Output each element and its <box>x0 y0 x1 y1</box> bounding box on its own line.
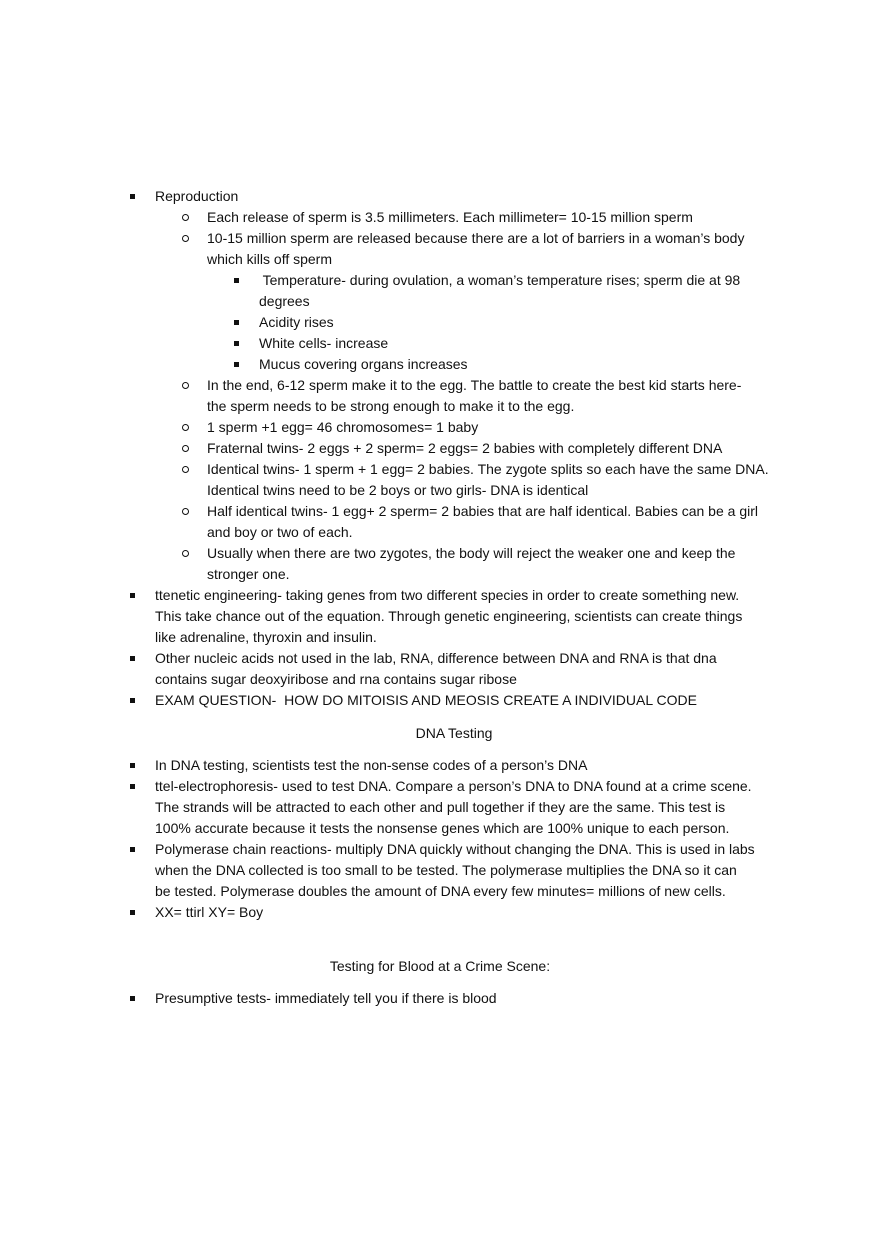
circle-bullet-icon <box>182 508 189 515</box>
sub-bullet-battle <box>0 375 880 396</box>
bullet-exam-question <box>0 690 880 711</box>
bullet-nucleic-acids-cont <box>0 669 880 690</box>
bullet-text: Acidity rises <box>259 314 334 330</box>
square-bullet-icon <box>130 763 135 768</box>
sub-bullet-identical-twins-cont <box>0 480 880 501</box>
bullet-text: This take chance out of the equation. Through genetic engineering, scientists can create things <box>155 608 743 624</box>
bullet-text: Half identical twins- 1 egg+ 2 sperm= 2 babies that are half identical. Babies can be a girl <box>207 503 758 519</box>
bullet-reproduction <box>0 186 880 207</box>
section-heading-dna-testing: DNA Testing <box>415 725 493 741</box>
sub-bullet-half-identical-twins-cont <box>0 522 880 543</box>
sub-sub-bullet-temperature <box>0 270 880 291</box>
square-bullet-icon <box>130 910 135 915</box>
circle-bullet-icon <box>182 235 189 242</box>
square-bullet-icon <box>130 996 135 1001</box>
bullet-text: 10-15 million sperm are released because there are a lot of barriers in a woman’s body <box>207 230 745 246</box>
bullet-text: like adrenaline, thyroxin and insulin. <box>155 629 377 645</box>
bullet-text: The strands will be attracted to each other and pull together if they are the same. This test is <box>155 799 726 815</box>
bullet-genetic-engineering-cont-1 <box>0 606 880 627</box>
sub-sub-bullet-white-cells <box>0 333 880 354</box>
circle-bullet-icon <box>182 382 189 389</box>
bullet-text: which kills off sperm <box>207 251 333 267</box>
bullet-text: ttenetic engineering- taking genes from two different species in order to create something new. <box>155 587 740 603</box>
bullet-text: In DNA testing, scientists test the non-sense codes of a person’s DNA <box>155 757 588 773</box>
bullet-text: Identical twins- 1 sperm + 1 egg= 2 babies. The zygote splits so each have the same DNA. <box>207 461 769 477</box>
circle-bullet-icon <box>182 466 189 473</box>
bullet-text: ttel-electrophoresis- used to test DNA. Compare a person’s DNA to DNA found at a crime scene. <box>155 778 752 794</box>
square-bullet-icon <box>234 278 239 283</box>
bullet-genetic-engineering-cont-2 <box>0 627 880 648</box>
section-heading-blood-testing: Testing for Blood at a Crime Scene: <box>329 958 551 974</box>
bullet-dna-testing <box>0 755 880 776</box>
square-bullet-icon <box>130 847 135 852</box>
sub-bullet-half-identical-twins <box>0 501 880 522</box>
square-bullet-icon <box>130 194 135 199</box>
bullet-text: Identical twins need to be 2 boys or two girls- DNA is identical <box>207 482 589 498</box>
bullet-text: be tested. Polymerase doubles the amount of DNA every few minutes= millions of new cells. <box>155 883 726 899</box>
sub-bullet-chromosomes <box>0 417 880 438</box>
bullet-text: Polymerase chain reactions- multiply DNA quickly without changing the DNA. This is used in labs <box>155 841 755 857</box>
bullet-text: contains sugar deoxyiribose and rna contains sugar ribose <box>155 671 517 687</box>
bullet-text: White cells- increase <box>259 335 389 351</box>
bullet-polymerase <box>0 839 880 860</box>
sub-bullet-identical-twins <box>0 459 880 480</box>
bullet-text: degrees <box>259 293 310 309</box>
bullet-text: Usually when there are two zygotes, the body will reject the weaker one and keep the <box>207 545 736 561</box>
square-bullet-icon <box>130 656 135 661</box>
bullet-text: XX= ttirl XY= Boy <box>155 904 264 920</box>
circle-bullet-icon <box>182 214 189 221</box>
bullet-text: 100% accurate because it tests the nonsense genes which are 100% unique to each person. <box>155 820 730 836</box>
sub-sub-bullet-temperature-cont <box>0 291 880 312</box>
document-body <box>0 186 880 1009</box>
sub-bullet-barriers <box>0 228 880 249</box>
square-bullet-icon <box>130 698 135 703</box>
bullet-text: EXAM QUESTION- HOW DO MITOISIS AND MEOSIS CREATE A INDIVIDUAL CODE <box>155 692 697 708</box>
bullet-text: and boy or two of each. <box>207 524 353 540</box>
square-bullet-icon <box>234 320 239 325</box>
sub-bullet-sperm-release <box>0 207 880 228</box>
bullet-text: stronger one. <box>207 566 290 582</box>
sub-bullet-two-zygotes <box>0 543 880 564</box>
sub-bullet-battle-cont <box>0 396 880 417</box>
bullet-gel-electrophoresis <box>0 776 880 797</box>
bullet-text: the sperm needs to be strong enough to make it to the egg. <box>207 398 575 414</box>
sub-bullet-barriers-cont <box>0 249 880 270</box>
bullet-text: Presumptive tests- immediately tell you if there is blood <box>155 990 497 1006</box>
sub-sub-bullet-mucus <box>0 354 880 375</box>
bullet-text: In the end, 6-12 sperm make it to the egg. The battle to create the best kid starts here- <box>207 377 742 393</box>
sub-bullet-fraternal-twins <box>0 438 880 459</box>
bullet-gel-electrophoresis-cont-2 <box>0 818 880 839</box>
bullet-text: when the DNA collected is too small to be tested. The polymerase multiplies the DNA so it can <box>155 862 737 878</box>
bullet-text: Reproduction <box>155 188 239 204</box>
bullet-text: Temperature- during ovulation, a woman’s temperature rises; sperm die at 98 <box>259 272 741 288</box>
bullet-text: Fraternal twins- 2 eggs + 2 sperm= 2 eggs= 2 babies with completely different DNA <box>207 440 723 456</box>
circle-bullet-icon <box>182 424 189 431</box>
bullet-presumptive-tests <box>0 988 880 1009</box>
bullet-polymerase-cont-2 <box>0 881 880 902</box>
bullet-genetic-engineering <box>0 585 880 606</box>
circle-bullet-icon <box>182 445 189 452</box>
bullet-text: Each release of sperm is 3.5 millimeters. Each millimeter= 10-15 million sperm <box>207 209 693 225</box>
sub-sub-bullet-acidity <box>0 312 880 333</box>
square-bullet-icon <box>234 341 239 346</box>
bullet-polymerase-cont-1 <box>0 860 880 881</box>
sub-bullet-two-zygotes-cont <box>0 564 880 585</box>
square-bullet-icon <box>130 784 135 789</box>
square-bullet-icon <box>234 362 239 367</box>
bullet-text: Other nucleic acids not used in the lab, RNA, difference between DNA and RNA is that dna <box>155 650 717 666</box>
bullet-gel-electrophoresis-cont-1 <box>0 797 880 818</box>
circle-bullet-icon <box>182 550 189 557</box>
bullet-nucleic-acids <box>0 648 880 669</box>
bullet-text: Mucus covering organs increases <box>259 356 468 372</box>
bullet-xx-xy <box>0 902 880 923</box>
square-bullet-icon <box>130 593 135 598</box>
bullet-text: 1 sperm +1 egg= 46 chromosomes= 1 baby <box>207 419 479 435</box>
